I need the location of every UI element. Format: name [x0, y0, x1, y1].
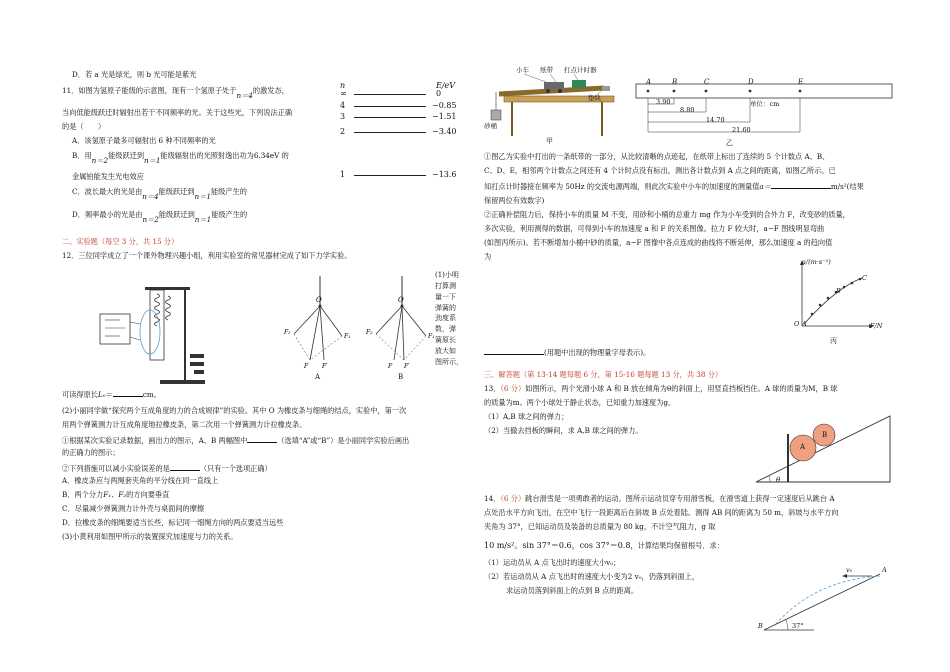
- tape-distance: 8.80: [680, 106, 695, 114]
- q12-length-line: 可读得原长L₀＝ cm。: [62, 390, 161, 399]
- q12-part2-line4: 的正确力的图示；: [62, 448, 120, 457]
- q11-option-b: B．用n＝2能级跃迁到n＝1能级辐射出的光照射逸出功为6.34eV 的: [72, 151, 289, 165]
- q12-stem: 12．三位同学成立了一个课外物理兴趣小组，利用实验室的常见器材完成了如下力学实验。: [62, 251, 352, 260]
- tape-distance: 14.70: [706, 116, 725, 124]
- label-bucket: 砂桶: [484, 122, 497, 130]
- figure-yi-label: 乙: [726, 139, 733, 147]
- svg-text:F₁: F₁: [344, 333, 351, 340]
- svg-text:O: O: [398, 296, 404, 304]
- q11-stem: 11．如图为氢原子能级的示意图，现有一个氢原子处于n＝4的激发态，: [62, 86, 289, 100]
- q12-3-line5: ②正确补偿阻力后，保持小车的质量 M 不变，用砂和小桶的总重力 mg 作为小车受到的合外力 F，改变砂的质量，: [484, 210, 850, 219]
- q11-option-a: A．该氢原子最多可辐射出 6 种不同频率的光: [72, 136, 216, 145]
- force-diagram-a: [280, 276, 360, 376]
- ball-b-label: B: [822, 431, 828, 439]
- ball-a-label: A: [800, 443, 806, 451]
- figure-jia-label: 甲: [546, 137, 553, 145]
- ski-jump-figure: [754, 566, 894, 636]
- q12-3-line1: ①图乙为实验中打出的一条纸带的一部分，从比较清晰的点迹起，在纸带上标出了连续的 5 个计数点 A、B、: [484, 152, 830, 161]
- q11-stem-line2: 当向低能级跃迁时辐射出若干不同频率的光。关于这些光，下列说法正确: [62, 108, 293, 117]
- figure-a-label: A: [315, 373, 321, 381]
- cart-apparatus-figure: [484, 70, 624, 150]
- q12-option-c: C．尽量减少弹簧测力计外壳与桌面间的摩擦: [62, 504, 205, 513]
- level-line: [354, 117, 426, 118]
- ski-v0-label: v₀: [846, 566, 853, 574]
- section-2-heading: 二、实验题（每空 3 分，共 15 分）: [62, 237, 179, 246]
- svg-text:F₂: F₂: [366, 329, 373, 336]
- q11-option-b-cont: 金属铂能发生光电效应: [72, 172, 144, 181]
- q12-3-line9: (用题中出现的物理量字母表示)。: [484, 346, 650, 358]
- answer-blank[interactable]: [771, 180, 831, 189]
- svg-text:F₁: F₁: [428, 333, 435, 340]
- theta-label: θ: [776, 476, 781, 484]
- level-line: [354, 132, 426, 133]
- figure-b-label: B: [398, 373, 404, 381]
- level-line: [354, 106, 426, 107]
- q11-option-d: D．频率最小的光是由n＝2能级跃迁到n＝1能级产生的: [72, 210, 248, 224]
- q13-line1: 13．（6 分）如图所示，两个光滑小球 A 和 B 放在倾角为θ的斜面上，用竖直挡板挡住。A 球的质量为M，B 球: [484, 384, 838, 393]
- label-tape: 纸带: [540, 66, 553, 74]
- q12-3-line7: (如图丙所示)。若不断增加小桶中砂的质量，a−F 图像中各点连成的曲线将不断延伸，那么加速度 a 的趋向值: [484, 238, 833, 247]
- q12-part2-line1: (2)小丽同学做“探究两个互成角度的力的合成规律”的实验。其中 O 为橡皮条与细绳的结点，实验中，第一次: [62, 406, 407, 415]
- level-line: [354, 94, 426, 95]
- q12-part2-line3: ①根据某次实验记录数据，画出力的图示，A、B 两幅图中 （选填“A”或“B”）是小丽同学实验后画出: [62, 436, 410, 445]
- q12-option-d: D．拉橡皮条的细绳要适当长些，标记同一细绳方向的两点要适当远些: [62, 518, 284, 527]
- tape-unit: 单位：cm: [750, 100, 780, 108]
- label-timer: 打点计时器: [564, 66, 597, 74]
- svg-text:O: O: [316, 296, 322, 304]
- section-3-heading: 三、解答题（第 13-14 题每题 6 分，第 15-16 题每题 13 分，共 38 分）: [484, 370, 723, 379]
- ski-a-label: A: [882, 566, 887, 574]
- q13-line2: 的质量为m。两个小球处于静止状态，已知重力加速度为g。: [484, 398, 676, 407]
- graph-y-label: a/(m·s⁻²): [802, 258, 831, 266]
- svg-text:F′: F′: [404, 363, 410, 370]
- graph-x-label: F/N: [870, 322, 883, 330]
- q14-line3: 夹角为 37°，已知运动员及装备的总质量为 80 kg，不计空气阻力，g 取: [484, 522, 716, 531]
- q14-part2: （2）若运动员从 A 点飞出时的速度大小变为2 v₀，仍落到斜面上，: [484, 572, 700, 581]
- ski-angle-label: 37°: [792, 622, 804, 630]
- q14-line1: 14．（6 分）跳台滑雪是一项勇敢者的运动。图所示运动员穿专用滑雪板，在滑雪道上获得一定速度后从跳台 A: [484, 494, 835, 503]
- q12-3-line6: 多次实验，利用测得的数据，可得到小车的加速度 a 和 F 的关系图像。拉力 F 较大时，a−F 图线明显弯曲: [484, 224, 825, 233]
- q12-3-line3: 知打点计时器接在频率为 50Hz 的交流电源两端，则此次实验中小车的加速度的测量值a＝ m/s²(结果: [484, 182, 864, 191]
- q12-part3: (3)小黄利用如图甲所示的装置探究加速度与力的关系。: [62, 532, 238, 541]
- q12-3-line2: C、D、E，相邻两个计数点之间还有 4 个计时点没有标出，测出各计数点到 A 点之间的距离，如图乙所示。已: [484, 166, 836, 175]
- label-car: 小车: [516, 66, 529, 74]
- q12-part2-line5: ②下列措施可以减小实验误差的是 （只有一个选项正确）: [62, 464, 272, 473]
- q12-side-text: (1)小明 打算测 量一下 弹簧的 劲度系 数，弹 簧原长 放大如 图所示，: [435, 271, 463, 366]
- q12-3-line4: 保留两位有效数字): [484, 196, 545, 205]
- q13-part2: （2）当撤去挡板的瞬间，求 A,B 球之间的弹力。: [484, 426, 643, 435]
- q12-option-a: A．橡皮条应与两绳套夹角的平分线在同一直线上: [62, 476, 219, 485]
- q12-part2-line2: 用两个弹簧测力计互成角度地拉橡皮条，第二次用一个弹簧测力计拉橡皮条。: [62, 420, 307, 429]
- q12-option-b: B．两个分力F₁、F₂的方向要垂直: [62, 490, 170, 499]
- svg-text:F′: F′: [322, 363, 328, 370]
- q13-part1: （1）A,B 球之间的弹力；: [484, 412, 569, 421]
- q14-part1: （1）运动员从 A 点飞出时的速度大小v₀；: [484, 558, 621, 567]
- paper-tape-figure: [634, 80, 894, 140]
- spring-apparatus-figure: [90, 282, 210, 392]
- q14-line2: 点处沿水平方向飞出，在空中飞行一段距离后在斜坡 B 点处着陆。测得 AB 间的距离为 50 m，斜坡与水平方向: [484, 508, 839, 517]
- figure-bing-label: 丙: [830, 337, 837, 345]
- incline-balls-figure: [752, 412, 892, 484]
- answer-blank[interactable]: [484, 346, 544, 355]
- level-line: [354, 175, 426, 176]
- q11-option-c: C．波长最大的光是由n＝4能级跃迁到n＝1能级产生的: [72, 187, 247, 201]
- q10-option-d: D．若 a 光是绿光，则 b 光可能是紫光: [72, 70, 197, 79]
- a-f-graph: [796, 262, 876, 332]
- answer-blank[interactable]: [247, 434, 277, 443]
- label-block: 垫块: [588, 94, 601, 102]
- q12-3-line8: 为: [484, 252, 492, 261]
- svg-text:F₂: F₂: [284, 329, 291, 336]
- answer-blank[interactable]: [170, 462, 200, 471]
- ski-b-label: B: [758, 622, 763, 630]
- tape-distance: 21.60: [732, 126, 751, 134]
- q14-part2-cont: 求运动员落到斜面上的点到 B 点的距离。: [506, 586, 639, 595]
- svg-text:F: F: [388, 363, 393, 370]
- q11-stem-line3: 的是（ ）: [62, 122, 106, 131]
- q14-line4: 10 m/s²。sin 37°＝0.6，cos 37°＝0.8，计算结果均保留根号．求：: [484, 541, 724, 550]
- svg-text:F: F: [304, 363, 309, 370]
- force-diagram-b: [364, 276, 444, 376]
- answer-blank[interactable]: [113, 388, 143, 397]
- tape-distance: 3.90: [656, 98, 671, 106]
